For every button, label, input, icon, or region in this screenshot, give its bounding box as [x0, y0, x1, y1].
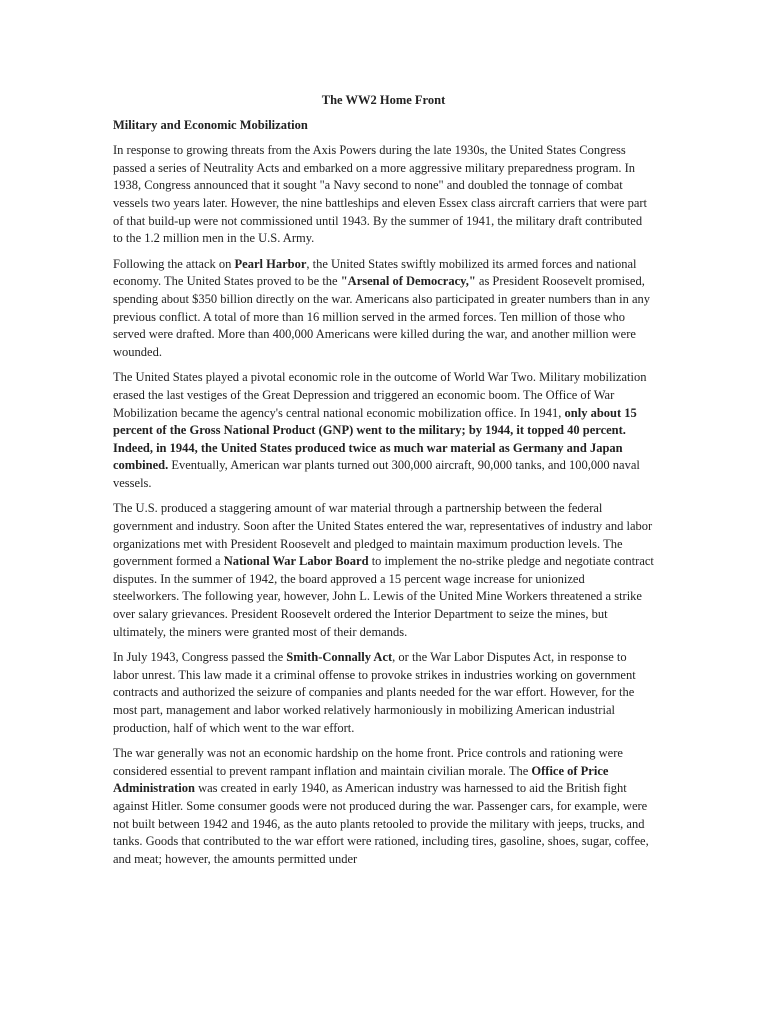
- paragraph: [113, 500, 654, 641]
- text-run: The United States played a pivotal economic role in the outcome of World War Two. Military mobilization erased the last vestiges of the Great Depression and triggered an economic boom. The Office of War Mobilization became the agency's central national economic mobilization office. In 1941,: [113, 370, 647, 420]
- text-run: as President Roosevelt promised, spending about $350 billion directly on the war. Americans also participated in greater numbers than in any previous conflict. A total of more than 16 million served in the armed forces. Ten million of those who served were drafted. More than 400,000 Americans were killed during the war, and another million were wounded.: [113, 274, 651, 359]
- paragraph: [113, 256, 654, 362]
- paragraph: [113, 745, 654, 868]
- text-run: In July 1943, Congress passed the: [113, 650, 287, 665]
- text-run: In response to growing threats from the Axis Powers during the late 1930s, the United States Congress passed a series of Neutrality Acts and embarked on a more aggressive military preparedness program. In 1938, Congress announced that it sought "a Navy second to none" and doubled the tonnage of combat vessels two years later. However, the nine battleships and eleven Essex class aircraft carriers that were part of that build-up were not commissioned until 1943. By the summer of 1941, the military draft contributed to the 1.2 million men in the U.S. Army.: [113, 143, 648, 246]
- text-run: Following the attack on: [113, 256, 235, 271]
- bold-text-run: "Arsenal of Democracy,": [340, 274, 476, 289]
- text-run: , or the War Labor Disputes Act, in response to labor unrest. This law made it a criminal offense to provoke strikes in industries working on government contracts and authorized the seizure of companies and plants needed for the war effort. However, for the most part, management and labor worked relatively harmoniously in mobilizing American industrial production, half of which went to the war effort.: [113, 650, 636, 735]
- text-run: The U.S. produced a staggering amount of war material through a partnership between the federal government and industry. Soon after the United States entered the war, representatives of industry and labor organizations met with President Roosevelt and pledged to maintain maximum production levels. The government formed a: [113, 501, 653, 569]
- bold-text-run: only about 15 percent of the Gross National Product (GNP) went to the military; by 1944, it topped 40 percent. Indeed, in 1944, the United States produced twice as much war material as Germany and Japan combined.: [113, 405, 637, 473]
- document-body: [113, 92, 654, 876]
- text-run: was created in early 1940, as American industry was harnessed to aid the British fight against Hitler. Some consumer goods were not produced during the war. Passenger cars, for example, were not built between 1942 and 1946, as the auto plants retooled to provide the military with jeeps, trucks, and tanks. Goods that contributed to the war effort were rationed, including tires, gasoline, shoes, sugar, coffee, and meat; however, the amounts permitted under: [113, 781, 649, 866]
- text-run: to implement the no-strike pledge and negotiate contract disputes. In the summer of 1942, the board approved a 15 percent wage increase for unionized steelworkers. The following year, however, John L. Lewis of the United Mine Workers threatened a strike over salary grievances. President Roosevelt ordered the Interior Department to seize the mines, but ultimately, the miners were granted most of their demands.: [113, 554, 654, 639]
- text-run: , the United States swiftly mobilized its armed forces and national economy. The United States proved to be the: [113, 256, 637, 289]
- text-run: Eventually, American war plants turned out 300,000 aircraft, 90,000 tanks, and 100,000 naval vessels.: [113, 458, 640, 490]
- paragraph: [113, 649, 654, 737]
- document-title: The WW2 Home Front: [321, 93, 446, 107]
- text-run: The war generally was not an economic hardship on the home front. Price controls and rationing were considered essential to prevent rampant inflation and maintain civilian morale. The: [113, 746, 623, 778]
- bold-text-run: Pearl Harbor: [234, 256, 307, 271]
- bold-text-run: Smith-Connally Act: [286, 650, 393, 665]
- bold-text-run: National War Labor Board: [223, 554, 369, 569]
- paragraph: [113, 369, 654, 492]
- section-heading: Military and Economic Mobilization: [113, 117, 308, 132]
- paragraph: [113, 142, 654, 248]
- bold-text-run: Office of Price Administration: [113, 763, 609, 796]
